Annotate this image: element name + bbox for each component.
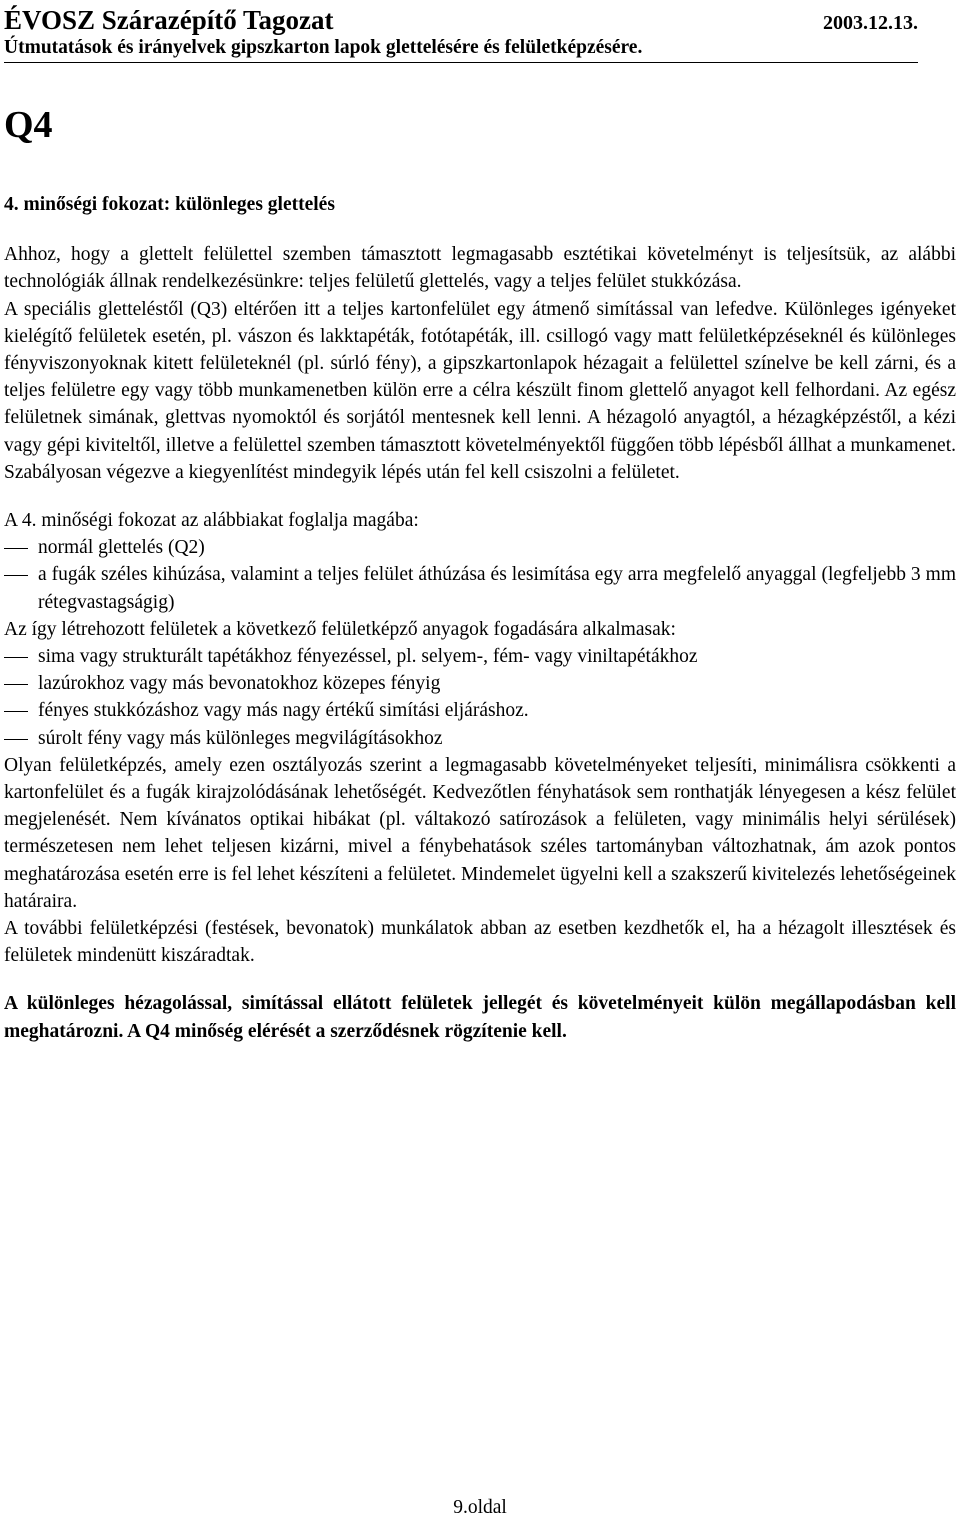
intro-paragraph: Ahhoz, hogy a glettelt felülettel szemben támasztott legmagasabb esztétikai követelményt is teljesítsük, az alábbi technológiák állnak rendelkezésünkre: teljes felületű glettelés, vagy a teljes felület stukkózása. bbox=[4, 244, 956, 293]
list-item: sima vagy strukturált tapétákhoz fényezéssel, pl. selyem-, fém- vagy viniltapétákhoz bbox=[4, 643, 956, 670]
list-item: lazúrokhoz vagy más bevonatokhoz közepes fényig bbox=[4, 670, 956, 697]
page-number: 9.oldal bbox=[453, 1497, 507, 1518]
section-heading: 4. minőségi fokozat: különleges glettelés bbox=[4, 194, 335, 215]
further-paragraph: A további felületképzési (festések, bevonatok) munkálatok abban az esetben kezdhetők el, ha a hézagolt illesztések és felületek mindenütt kiszáradtak. bbox=[4, 918, 956, 967]
limits-paragraph: Olyan felületképzés, amely ezen osztályozás szerint a legmagasabb követelményeket teljesíti, minimálisra csökkenti a kartonfelület és a fugák kirajzolódásának lehetőségét. Kedvezőtlen fényhatások sem ronthatják lényegesen a kész felület megjelenését. Nem kívánatos optikai hibákat (pl. váltakozó satírozások a felületen, vagy minimális helyi sérülések) természetesen nem lehet teljesen kizárni, mivel a fénybehatások széles tartományban változhatnak, ám azok pontos meghatározása esetén erre is fel lehet készíteni a felületet. Mindemelet ügyelni kell a szakszerű kivitelezés lehetőségeinek határaira. bbox=[4, 754, 956, 912]
main-paragraph: A speciális gletteléstől (Q3) eltérően itt a teljes kartonfelület egy átmenő simítással van lefedve. Különleges igényeket kielégítő felületek esetén, pl. vászon és lakktapéták, fotótapéták, ill. csillogó vagy matt felületképzéseknél és különleges fényviszonyoknak kitett felületeknél (pl. súrló fény), a gipszkartonlapok hézagait a felülettel színelve be kell zárni, és a teljes felületre egy vagy több munkamenetben külön erre a célra készült finom glettelő anyagot kell felhordani. Az egész felületnek simának, glettvas nyomoktól és sorjától mentesnek kell lenni. A hézagoló anyagtól, a hézagképzéstől, a kézi vagy gépi kiviteltől, illetve a felülettel szemben támasztott követelményektől függően több lépésből állhat a munkamenet. Szabályosan végezve a kiegyenlítést mindegyik lépés után fel kell csiszolni a felületet. bbox=[4, 298, 956, 483]
list-item: súrolt fény vagy más különleges megvilágításokhoz bbox=[4, 725, 956, 752]
includes-intro: A 4. minőségi fokozat az alábbiakat foglalja magába: bbox=[4, 510, 419, 532]
page-header bbox=[4, 4, 956, 36]
header-subtitle: Útmutatások és irányelvek gipszkarton lapok glettelésére és felületképzésére. bbox=[4, 36, 918, 63]
header-date: 2003.12.13. bbox=[823, 12, 918, 34]
list-item: fényes stukkózáshoz vagy más nagy értékű simítási eljáráshoz. bbox=[4, 697, 956, 724]
suitable-intro: Az így létrehozott felületek a következő felületképző anyagok fogadására alkalmasak: bbox=[4, 618, 676, 640]
suitable-list bbox=[4, 643, 956, 752]
header-organization: ÉVOSZ Szárazépítő Tagozat bbox=[4, 5, 334, 35]
list-item: normál glettelés (Q2) bbox=[4, 534, 956, 561]
list-item: a fugák széles kihúzása, valamint a teljes felület áthúzása és lesimítása egy arra megfelelő anyaggal (legfeljebb 3 mm rétegvastagságig) bbox=[4, 561, 956, 615]
section-code: Q4 bbox=[4, 104, 53, 146]
bold-note-paragraph: A különleges hézagolással, simítással ellátott felületek jellegét és követelményeit külön megállapodásban kell meghatározni. A Q4 minőség elérését a szerződésnek rögzítenie kell. bbox=[4, 993, 956, 1042]
includes-list bbox=[4, 534, 956, 616]
document-page bbox=[4, 4, 956, 1045]
